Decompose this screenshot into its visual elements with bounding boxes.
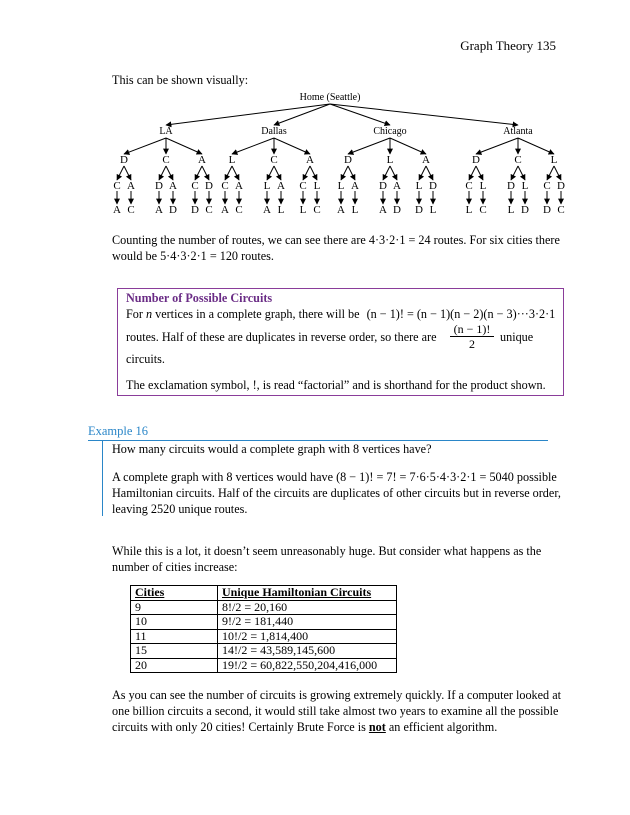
- tree-arrow: [390, 166, 397, 180]
- tree-fourth-node: C: [205, 204, 213, 216]
- box-line-4: The exclamation symbol, !, is read “factorial” and is shorthand for the product shown.: [126, 378, 546, 392]
- example-question: How many circuits would a complete graph with 8 vertices have?: [112, 442, 432, 456]
- tree-third-node: A: [393, 180, 401, 192]
- tree-third-node: L: [337, 180, 345, 192]
- tree-third-node: A: [277, 180, 285, 192]
- tree-arrow: [310, 166, 317, 180]
- circuits-definition-box: [117, 288, 564, 396]
- tree-third-node: D: [379, 180, 387, 192]
- tree-arrow: [348, 166, 355, 180]
- tree-third-node: C: [191, 180, 199, 192]
- table-row: [131, 615, 397, 630]
- tree-second-node: A: [422, 154, 430, 166]
- tree-third-node: L: [263, 180, 271, 192]
- tree-third-node: A: [351, 180, 359, 192]
- tree-fourth-node: L: [299, 204, 307, 216]
- tree-arrow: [202, 166, 209, 180]
- table-row: [131, 629, 397, 644]
- paragraph-line-2: number of cities increase:: [112, 560, 238, 574]
- tree-arrow: [267, 166, 274, 180]
- tree-arrow: [341, 166, 348, 180]
- tree-third-node: L: [415, 180, 423, 192]
- cell-circuits: 9!/2 = 181,440: [218, 615, 397, 630]
- tree-third-node: C: [221, 180, 229, 192]
- tree-fourth-node: C: [479, 204, 487, 216]
- box-line-3: circuits.: [126, 352, 165, 366]
- tree-arrow: [469, 166, 476, 180]
- tree-city-node: LA: [159, 126, 173, 137]
- tree-third-node: A: [235, 180, 243, 192]
- tree-arrow: [547, 166, 554, 180]
- tree-third-node: L: [313, 180, 321, 192]
- tree-fourth-node: L: [351, 204, 359, 216]
- tree-third-node: L: [521, 180, 529, 192]
- closing-line-1: As you can see the number of circuits is growing extremely quickly. If a computer looked at: [112, 688, 561, 702]
- tree-arrow: [426, 166, 433, 180]
- closing-line-3: circuits with only 20 cities! Certainly Brute Force is not an efficient algorithm.: [112, 720, 498, 734]
- tree-arrow: [511, 166, 518, 180]
- tree-arrow: [554, 166, 561, 180]
- tree-third-node: D: [557, 180, 565, 192]
- tree-second-node: C: [514, 154, 522, 166]
- counting-line-2: would be 5·4·3·2·1 = 120 routes.: [112, 249, 274, 263]
- box-line-2-end: unique: [500, 330, 534, 344]
- tree-second-node: D: [472, 154, 480, 166]
- tree-second-node: A: [306, 154, 314, 166]
- tree-arrow: [518, 138, 554, 154]
- cities-table: [130, 585, 397, 673]
- tree-fourth-node: D: [415, 204, 423, 216]
- box-line-1: For n vertices in a complete graph, there will be (n − 1)! = (n − 1)(n − 2)(n − 3)···3·2·1: [126, 307, 556, 321]
- tree-fourth-node: D: [393, 204, 401, 216]
- cell-circuits: 14!/2 = 43,589,145,600: [218, 644, 397, 659]
- tree-third-node: C: [299, 180, 307, 192]
- route-tree-diagram: [100, 88, 570, 218]
- tree-fourth-node: A: [379, 204, 387, 216]
- tree-fourth-node: D: [521, 204, 529, 216]
- tree-fourth-node: D: [169, 204, 177, 216]
- tree-arrow: [195, 166, 202, 180]
- cell-cities: 11: [131, 629, 218, 644]
- tree-arrow: [303, 166, 310, 180]
- tree-third-node: D: [205, 180, 213, 192]
- table-header-row: [131, 586, 397, 601]
- table-row: [131, 644, 397, 659]
- tree-fourth-node: C: [313, 204, 321, 216]
- intro-text: This can be shown visually:: [112, 73, 249, 87]
- example-answer-1: A complete graph with 8 vertices would have (8 − 1)! = 7! = 7·6·5·4·3·2·1 = 5040 possible: [112, 470, 557, 484]
- box-title: Number of Possible Circuits: [126, 291, 273, 305]
- tree-arrow: [419, 166, 426, 180]
- tree-arrow: [166, 104, 330, 125]
- tree-fourth-node: D: [543, 204, 551, 216]
- tree-arrow: [274, 138, 310, 154]
- tree-arrow: [232, 138, 274, 154]
- tree-arrow: [117, 166, 124, 180]
- tree-arrow: [383, 166, 390, 180]
- tree-arrow: [476, 166, 483, 180]
- tree-city-node: Chicago: [373, 126, 407, 137]
- tree-third-node: A: [169, 180, 177, 192]
- tree-third-node: L: [479, 180, 487, 192]
- tree-second-node: C: [270, 154, 278, 166]
- tree-second-node: L: [228, 154, 236, 166]
- tree-fourth-node: A: [337, 204, 345, 216]
- tree-arrow: [476, 138, 518, 154]
- cell-cities: 15: [131, 644, 218, 659]
- example-label: Example 16: [88, 424, 149, 438]
- tree-third-node: A: [127, 180, 135, 192]
- cell-cities: 20: [131, 658, 218, 673]
- tree-fourth-node: A: [113, 204, 121, 216]
- tree-arrow: [166, 138, 202, 154]
- tree-city-node: Atlanta: [503, 126, 533, 137]
- tree-arrow: [348, 138, 390, 154]
- header-cities: Cities: [131, 586, 218, 601]
- tree-fourth-node: A: [155, 204, 163, 216]
- tree-root-node: Home (Seattle): [299, 92, 361, 103]
- emphasis-not: not: [368, 720, 386, 734]
- tree-fourth-node: C: [235, 204, 243, 216]
- closing-line-2: one billion circuits a second, it would still take almost two years to examine all the possible: [112, 704, 559, 718]
- tree-arrow: [124, 138, 166, 154]
- tree-fourth-node: C: [557, 204, 565, 216]
- tree-second-node: D: [344, 154, 352, 166]
- cell-circuits: 8!/2 = 20,160: [218, 600, 397, 615]
- tree-third-node: C: [113, 180, 121, 192]
- tree-fourth-node: L: [465, 204, 473, 216]
- table-row: [131, 658, 397, 673]
- tree-second-node: L: [386, 154, 394, 166]
- header-circuits: Unique Hamiltonian Circuits: [218, 586, 397, 601]
- cell-cities: 9: [131, 600, 218, 615]
- tree-third-node: C: [465, 180, 473, 192]
- cell-cities: 10: [131, 615, 218, 630]
- tree-fourth-node: A: [221, 204, 229, 216]
- tree-arrow: [232, 166, 239, 180]
- factorial-fraction: (n − 1)! 2: [450, 322, 494, 351]
- tree-arrow: [390, 138, 426, 154]
- tree-city-node: Dallas: [261, 126, 287, 137]
- paragraph-line-1: While this is a lot, it doesn’t seem unreasonably huge. But consider what happens as the: [112, 544, 542, 558]
- tree-fourth-node: L: [429, 204, 437, 216]
- example-answer-3: leaving 2520 unique routes.: [112, 502, 248, 516]
- tree-second-node: C: [162, 154, 170, 166]
- tree-arrow: [225, 166, 232, 180]
- tree-third-node: D: [507, 180, 515, 192]
- tree-fourth-node: D: [191, 204, 199, 216]
- example-answer-2: Hamiltonian circuits. Half of the circuits are duplicates of other circuits but in reverse order,: [112, 486, 561, 500]
- example-side-bar: [102, 440, 103, 516]
- tree-second-node: L: [550, 154, 558, 166]
- tree-third-node: D: [155, 180, 163, 192]
- tree-arrow: [274, 166, 281, 180]
- tree-fourth-node: L: [277, 204, 285, 216]
- tree-fourth-node: A: [263, 204, 271, 216]
- tree-fourth-node: C: [127, 204, 135, 216]
- tree-second-node: D: [120, 154, 128, 166]
- tree-fourth-node: L: [507, 204, 515, 216]
- tree-arrow: [159, 166, 166, 180]
- tree-third-node: C: [543, 180, 551, 192]
- counting-line-1: Counting the number of routes, we can see there are 4·3·2·1 = 24 routes. For six cities there: [112, 233, 560, 247]
- tree-third-node: D: [429, 180, 437, 192]
- tree-arrow: [518, 166, 525, 180]
- cell-circuits: 10!/2 = 1,814,400: [218, 629, 397, 644]
- page-header: Graph Theory 135: [460, 38, 556, 53]
- tree-arrow: [124, 166, 131, 180]
- tree-second-node: A: [198, 154, 206, 166]
- tree-arrow: [330, 104, 518, 125]
- cell-circuits: 19!/2 = 60,822,550,204,416,000: [218, 658, 397, 673]
- tree-arrow: [166, 166, 173, 180]
- box-line-2: routes. Half of these are duplicates in reverse order, so there are: [126, 330, 437, 344]
- table-row: [131, 600, 397, 615]
